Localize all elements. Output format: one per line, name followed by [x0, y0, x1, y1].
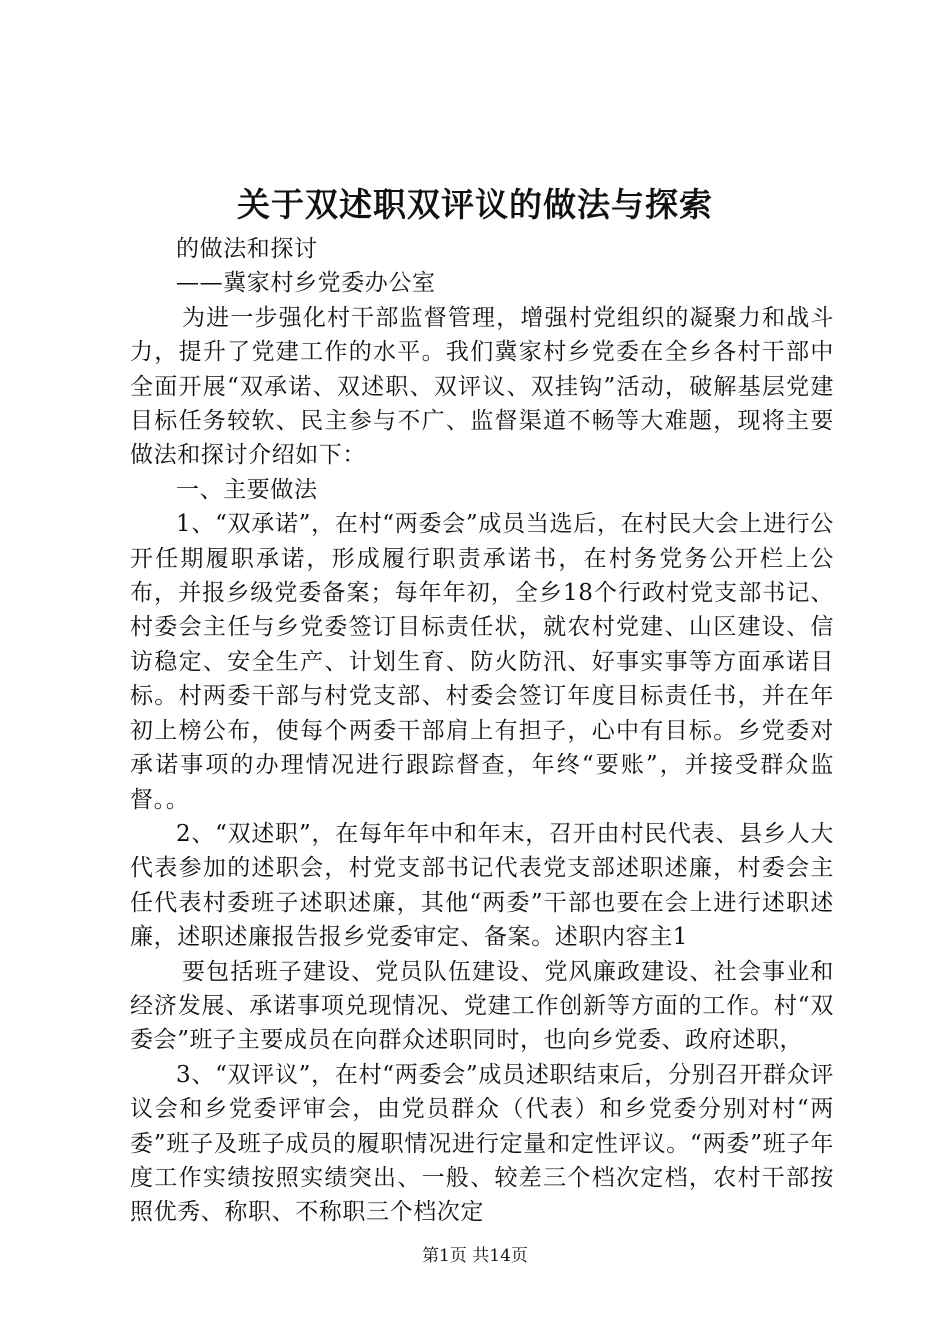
document-title: 关于双述职双评议的做法与探索 [237, 185, 713, 224]
page-number-footer: 第1页 共14页 [422, 1246, 528, 1266]
paragraph-intro: 为进一步强化村干部监督管理，增强村党组织的凝聚力和战斗力，提升了党建工作的水平。我们冀家村乡党委在全乡各村干部中全面开展“双承诺、双述职、双评议、双挂钩”活动，破解基层党建目标任务较软、民主参与不广、监督渠道不畅等大难题，现将主要做法和探讨介绍如下： [130, 304, 834, 469]
paragraph-double-commitment: 1、“双承诺”，在村“两委会”成员当选后，在村民大会上进行公开任期履职承诺，形成履行职责承诺书，在村务党务公开栏上公布，并报乡级党委备案；每年年初，全乡18个行政村党支部书记、村委会主任与乡党委签订目标责任状，就农村党建、山区建设、信访稳定、安全生产、计划生育、防火防汛、好事实事等方面承诺目标。村两委干部与村党支部、村委会签订年度目标责任书，并在年初上榜公布，使每个两委干部肩上有担子，心中有目标。乡党委对承诺事项的办理情况进行跟踪督查，年终“要账”，并接受群众监督。。 [130, 511, 834, 813]
section-heading: 一、主要做法 [176, 476, 318, 503]
document-subtitle: 的做法和探讨 [176, 236, 318, 262]
document-author: ——冀家村乡党委办公室 [176, 270, 436, 297]
paragraph-double-review: 3、“双评议”，在村“两委会”成员述职结束后，分别召开群众评议会和乡党委评审会，由党员群众（代表）和乡党委分别对村“两委”班子及班子成员的履职情况进行定量和定性评议。“两委”班子年度工作实绩按照实绩突出、一般、较差三个档次定档，农村干部按照优秀、称职、不称职三个档次定 [130, 1061, 834, 1226]
paragraph-report-content: 要包括班子建设、党员队伍建设、党风廉政建设、社会事业和经济发展、承诺事项兑现情况、党建工作创新等方面的工作。村“双委会”班子主要成员在向群众述职同时，也向乡党委、政府述职， [130, 958, 834, 1054]
document-body [130, 232, 834, 1230]
paragraph-double-report: 2、“双述职”，在每年年中和年末，召开由村民代表、县乡人大代表参加的述职会，村党支部书记代表党支部述职述廉，村委会主任代表村委班子述职述廉，其他“两委”干部也要在会上进行述职述廉，述职述廉报告报乡党委审定、备案。述职内容主1 [130, 820, 834, 951]
